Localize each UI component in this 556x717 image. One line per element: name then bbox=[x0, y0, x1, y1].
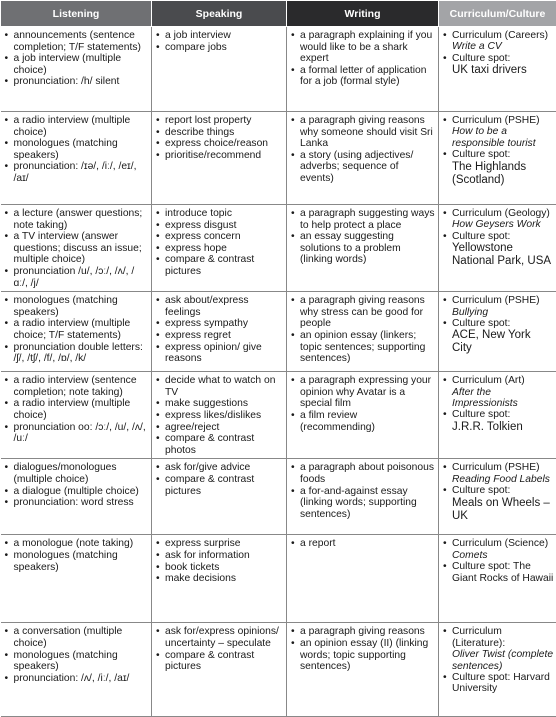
table-row bbox=[1, 292, 556, 372]
header-curriculum-culture: Curriculum/Culture bbox=[439, 1, 556, 27]
culture-item bbox=[443, 318, 554, 355]
writing-item: • a film review (recommending) bbox=[291, 410, 435, 433]
curriculum-topic: How to be a responsible tourist bbox=[452, 126, 554, 149]
writing-item: • a paragraph explaining if you would like to be a shark expert bbox=[291, 30, 435, 65]
listening-item: • a radio interview (sentence completion; note taking) bbox=[5, 375, 149, 398]
speaking-item: • compare & contrast pictures bbox=[156, 650, 283, 673]
curriculum-item bbox=[443, 208, 554, 231]
curriculum-item bbox=[443, 538, 554, 561]
header-writing: Writing bbox=[287, 1, 439, 27]
culture-label: Culture spot: Harvard University bbox=[452, 672, 550, 694]
curriculum-culture-list bbox=[443, 462, 554, 522]
speaking-item: • compare jobs bbox=[156, 42, 283, 54]
speaking-item: • ask for information bbox=[156, 550, 283, 562]
writing-item: • a paragraph expressing your opinion why Avatar is a special film bbox=[291, 375, 435, 410]
writing-list bbox=[291, 626, 435, 672]
listening-cell bbox=[1, 372, 152, 459]
speaking-item: • introduce topic bbox=[156, 208, 283, 220]
listening-item: • a dialogue (multiple choice) bbox=[5, 486, 149, 498]
curriculum-topic: Write a CV bbox=[452, 41, 554, 52]
speaking-item: • compare & contrast pictures bbox=[156, 474, 283, 497]
listening-item: • pronunciation double letters: /ʃ/, /tʃ/, /f/, /ɒ/, /k/ bbox=[5, 342, 149, 365]
header-listening: Listening bbox=[1, 1, 152, 27]
curriculum-culture-list bbox=[443, 30, 554, 77]
writing-cell bbox=[287, 372, 439, 459]
listening-item: • monologues (matching speakers) bbox=[5, 650, 149, 673]
curriculum-item bbox=[443, 295, 554, 318]
writing-item: • a paragraph giving reasons why stress can be good for people bbox=[291, 295, 435, 330]
writing-list bbox=[291, 538, 435, 550]
curriculum-topic: Reading Food Labels bbox=[452, 474, 554, 485]
writing-cell bbox=[287, 292, 439, 372]
listening-item: • a conversation (multiple choice) bbox=[5, 626, 149, 649]
speaking-item: • express choice/reason bbox=[156, 138, 283, 150]
curriculum-item bbox=[443, 626, 554, 672]
curriculum-subject: Curriculum (PSHE) bbox=[452, 295, 540, 306]
listening-item: • a TV interview (answer questions; discuss an issue; multiple choice) bbox=[5, 231, 149, 266]
listening-cell bbox=[1, 535, 152, 623]
writing-list bbox=[291, 208, 435, 266]
listening-item: • pronunciation: /h/ silent bbox=[5, 76, 149, 88]
listening-cell bbox=[1, 623, 152, 717]
curriculum-subject: Curriculum (Science) bbox=[452, 538, 548, 549]
curriculum-subject: Curriculum (Literature): bbox=[452, 626, 505, 648]
listening-item: • a lecture (answer questions; note taking) bbox=[5, 208, 149, 231]
culture-item bbox=[443, 672, 554, 695]
writing-item: • a paragraph suggesting ways to help protect a place bbox=[291, 208, 435, 231]
listening-item: • announcements (sentence completion; T/F statements) bbox=[5, 30, 149, 53]
writing-item: • an opinion essay (linkers; topic sentences; supporting sentences) bbox=[291, 330, 435, 365]
listening-list bbox=[5, 115, 149, 185]
curriculum-topic: Bullying bbox=[452, 307, 554, 318]
table-row bbox=[1, 112, 556, 205]
culture-item bbox=[443, 149, 554, 186]
curriculum-subject: Curriculum (Geology) bbox=[452, 208, 550, 219]
curriculum-item bbox=[443, 462, 554, 485]
speaking-item: • make decisions bbox=[156, 573, 283, 585]
culture-label: Culture spot: bbox=[452, 149, 510, 160]
speaking-item: • express likes/dislikes bbox=[156, 410, 283, 422]
culture-spot: J.R.R. Tolkien bbox=[452, 421, 554, 434]
culture-label: Culture spot: bbox=[452, 485, 510, 496]
curriculum-topic: Comets bbox=[452, 550, 554, 561]
table-row bbox=[1, 459, 556, 535]
speaking-item: • ask for/give advice bbox=[156, 462, 283, 474]
culture-spot: UK taxi drivers bbox=[452, 64, 554, 77]
writing-item: • a report bbox=[291, 538, 435, 550]
speaking-list bbox=[156, 626, 283, 672]
table-row bbox=[1, 372, 556, 459]
culture-item bbox=[443, 561, 554, 584]
speaking-list bbox=[156, 30, 283, 53]
listening-cell bbox=[1, 459, 152, 535]
writing-item: • a story (using adjectives/ adverbs; sequence of events) bbox=[291, 150, 435, 185]
speaking-cell bbox=[152, 112, 287, 205]
curriculum-item bbox=[443, 115, 554, 149]
speaking-list bbox=[156, 115, 283, 161]
listening-list bbox=[5, 538, 149, 573]
curriculum-culture-cell bbox=[439, 623, 556, 717]
writing-list bbox=[291, 30, 435, 88]
writing-item: • a for-and-against essay (linking words; supporting sentences) bbox=[291, 486, 435, 521]
speaking-cell bbox=[152, 535, 287, 623]
listening-list bbox=[5, 295, 149, 365]
listening-item: • dialogues/monologues (multiple choice) bbox=[5, 462, 149, 485]
speaking-list bbox=[156, 538, 283, 584]
speaking-list bbox=[156, 375, 283, 456]
curriculum-subject: Curriculum (Careers) bbox=[452, 30, 548, 41]
curriculum-topic: After the Impressionists bbox=[452, 387, 554, 410]
culture-item bbox=[443, 409, 554, 433]
listening-item: • a job interview (multiple choice) bbox=[5, 53, 149, 76]
speaking-item: • express concern bbox=[156, 231, 283, 243]
writing-list bbox=[291, 295, 435, 365]
curriculum-item bbox=[443, 30, 554, 53]
listening-item: • a radio interview (multiple choice) bbox=[5, 398, 149, 421]
listening-item: • a monologue (note taking) bbox=[5, 538, 149, 550]
listening-item: • monologues (matching speakers) bbox=[5, 295, 149, 318]
writing-cell bbox=[287, 459, 439, 535]
listening-item: • pronunciation: /ɪə/, /iː/, /eɪ/, /aɪ/ bbox=[5, 161, 149, 184]
culture-spot: The Highlands (Scotland) bbox=[452, 161, 554, 187]
listening-list bbox=[5, 375, 149, 445]
speaking-item: • report lost property bbox=[156, 115, 283, 127]
speaking-item: • decide what to watch on TV bbox=[156, 375, 283, 398]
culture-label: Culture spot: bbox=[452, 231, 510, 242]
writing-item: • a formal letter of application for a job (formal style) bbox=[291, 65, 435, 88]
writing-item: • an essay suggesting solutions to a problem (linking words) bbox=[291, 231, 435, 266]
listening-cell bbox=[1, 205, 152, 292]
culture-spot: Meals on Wheels – UK bbox=[452, 497, 554, 523]
speaking-cell bbox=[152, 372, 287, 459]
speaking-cell bbox=[152, 623, 287, 717]
curriculum-topic: How Geysers Work bbox=[452, 219, 554, 230]
culture-label: Culture spot: The Giant Rocks of Hawaii bbox=[452, 561, 553, 583]
table-row bbox=[1, 205, 556, 292]
listening-item: • pronunciation oo: /ɔː/, /u/, /ʌ/, /uː/ bbox=[5, 422, 149, 445]
speaking-item: • ask about/express feelings bbox=[156, 295, 283, 318]
listening-cell bbox=[1, 292, 152, 372]
speaking-cell bbox=[152, 27, 287, 112]
curriculum-culture-list bbox=[443, 538, 554, 584]
curriculum-culture-cell bbox=[439, 112, 556, 205]
writing-list bbox=[291, 375, 435, 433]
listening-item: • monologues (matching speakers) bbox=[5, 138, 149, 161]
speaking-list bbox=[156, 462, 283, 497]
culture-label: Culture spot: bbox=[452, 409, 510, 420]
header-row bbox=[1, 1, 556, 27]
culture-label: Culture spot: bbox=[452, 318, 510, 329]
curriculum-culture-list bbox=[443, 208, 554, 268]
culture-spot: ACE, New York City bbox=[452, 329, 554, 355]
curriculum-culture-cell bbox=[439, 27, 556, 112]
writing-cell bbox=[287, 623, 439, 717]
curriculum-culture-list bbox=[443, 626, 554, 694]
speaking-list bbox=[156, 295, 283, 365]
writing-item: • a paragraph giving reasons bbox=[291, 626, 435, 638]
speaking-item: • book tickets bbox=[156, 562, 283, 574]
speaking-item: • express opinion/ give reasons bbox=[156, 342, 283, 365]
curriculum-subject: Curriculum (PSHE) bbox=[452, 115, 540, 126]
speaking-item: • make suggestions bbox=[156, 398, 283, 410]
culture-item bbox=[443, 53, 554, 77]
listening-cell bbox=[1, 27, 152, 112]
table-row bbox=[1, 27, 556, 112]
speaking-item: • describe things bbox=[156, 127, 283, 139]
curriculum-culture-list bbox=[443, 295, 554, 355]
culture-item bbox=[443, 231, 554, 268]
curriculum-culture-cell bbox=[439, 372, 556, 459]
speaking-list bbox=[156, 208, 283, 278]
writing-cell bbox=[287, 205, 439, 292]
speaking-item: • express regret bbox=[156, 330, 283, 342]
table-row bbox=[1, 535, 556, 623]
curriculum-subject: Curriculum (Art) bbox=[452, 375, 525, 386]
listening-item: • a radio interview (multiple choice) bbox=[5, 115, 149, 138]
listening-list bbox=[5, 30, 149, 88]
writing-list bbox=[291, 115, 435, 185]
listening-cell bbox=[1, 112, 152, 205]
speaking-item: • express disgust bbox=[156, 220, 283, 232]
speaking-item: • agree/reject bbox=[156, 422, 283, 434]
culture-item bbox=[443, 485, 554, 522]
listening-item: • pronunciation /u/, /ɔː/, /ʌ/, /ɑː/, /j/ bbox=[5, 266, 149, 289]
curriculum-culture-list bbox=[443, 375, 554, 434]
speaking-item: • express surprise bbox=[156, 538, 283, 550]
speaking-item: • a job interview bbox=[156, 30, 283, 42]
speaking-cell bbox=[152, 205, 287, 292]
listening-list bbox=[5, 462, 149, 508]
speaking-item: • ask for/express opinions/ uncertainty – speculate bbox=[156, 626, 283, 649]
curriculum-subject: Curriculum (PSHE) bbox=[452, 462, 540, 473]
listening-list bbox=[5, 626, 149, 684]
writing-cell bbox=[287, 535, 439, 623]
curriculum-culture-list bbox=[443, 115, 554, 187]
curriculum-item bbox=[443, 375, 554, 409]
writing-cell bbox=[287, 27, 439, 112]
writing-item: • a paragraph about poisonous foods bbox=[291, 462, 435, 485]
speaking-item: • prioritise/recommend bbox=[156, 150, 283, 162]
curriculum-culture-cell bbox=[439, 459, 556, 535]
curriculum-culture-cell bbox=[439, 292, 556, 372]
table-row bbox=[1, 623, 556, 717]
writing-list bbox=[291, 462, 435, 520]
culture-label: Culture spot: bbox=[452, 53, 510, 64]
speaking-item: • compare & contrast pictures bbox=[156, 254, 283, 277]
speaking-cell bbox=[152, 292, 287, 372]
speaking-item: • compare & contrast photos bbox=[156, 433, 283, 456]
listening-item: • monologues (matching speakers) bbox=[5, 550, 149, 573]
curriculum-culture-cell bbox=[439, 205, 556, 292]
writing-cell bbox=[287, 112, 439, 205]
listening-item: • pronunciation: word stress bbox=[5, 497, 149, 509]
writing-item: • a paragraph giving reasons why someone should visit Sri Lanka bbox=[291, 115, 435, 150]
curriculum-culture-cell bbox=[439, 535, 556, 623]
curriculum-topic: Oliver Twist (complete sentences) bbox=[452, 649, 554, 672]
writing-item: • an opinion essay (II) (linking words; topic supporting sentences) bbox=[291, 638, 435, 673]
header-speaking: Speaking bbox=[152, 1, 287, 27]
listening-item: • pronunciation: /ʌ/, /iː/, /aɪ/ bbox=[5, 673, 149, 685]
speaking-cell bbox=[152, 459, 287, 535]
culture-spot: Yellowstone National Park, USA bbox=[452, 242, 554, 268]
listening-list bbox=[5, 208, 149, 289]
listening-item: • a radio interview (multiple choice; T/F statements) bbox=[5, 318, 149, 341]
speaking-item: • express hope bbox=[156, 243, 283, 255]
speaking-item: • express sympathy bbox=[156, 318, 283, 330]
